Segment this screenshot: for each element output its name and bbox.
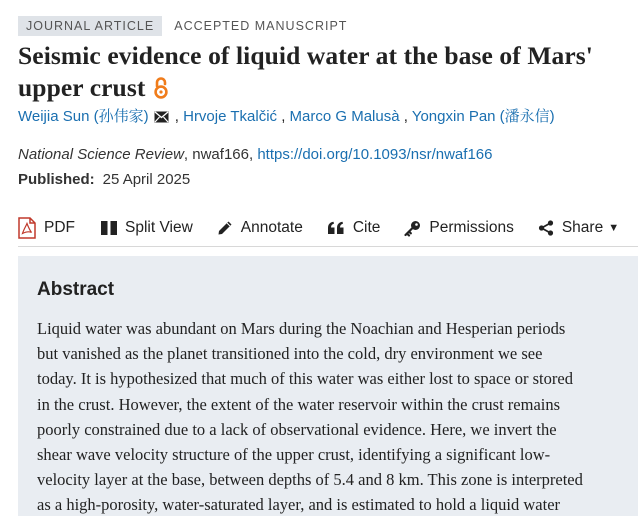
pdf-button[interactable] [18,210,75,246]
pdf-icon [18,217,36,239]
split-view-icon [101,220,117,236]
cite-label: Cite [352,219,381,236]
abstract-line: as a high-porosity, water-saturated layer, and is estimated to hold a liquid water [37,495,561,515]
journal-name: National Science Review [18,146,184,163]
author-link[interactable]: Weijia Sun (孙伟家) [18,108,149,125]
abstract-line: Liquid water was abundant on Mars during the Noachian and Hesperian periods [37,319,566,338]
author-separator: , [277,108,290,125]
annotate-button[interactable] [217,210,303,246]
split-view-button[interactable] [101,210,193,246]
published-date: 25 April 2025 [102,171,191,188]
abstract-text [37,316,637,516]
author-link[interactable]: Hrvoje Tkalčić [183,108,278,125]
article-status-tag: ACCEPTED MANUSCRIPT [174,19,348,33]
author-link[interactable]: Yongxin Pan (潘永信) [411,108,555,125]
article-tags [18,16,347,36]
article-type-tag: JOURNAL ARTICLE [18,16,162,36]
abstract-section [18,256,638,516]
article-page [18,0,638,515]
pencil-icon [217,220,233,236]
citation-line [18,145,492,165]
split-view-label: Split View [125,219,193,236]
article-id: , nwaf166, [183,146,258,163]
abstract-line: but vanished as the planet transitioned into the cold, dry environment we see [37,344,543,364]
published-label: Published: [18,171,95,188]
share-button[interactable] [538,210,619,246]
share-label: Share [561,219,604,236]
doi-link[interactable]: https://doi.org/10.1093/nsr/nwaf166 [257,146,493,163]
article-toolbar [18,210,638,247]
author-separator: , [399,108,412,125]
abstract-line: in the crust. However, the extent of the water reservoir within the crust remains [37,394,561,414]
article-title-text: Seismic evidence of liquid water at the base of Mars' upper crust [18,41,593,102]
abstract-line: velocity layer at the base, between depths of 5.4 and 8 km. This zone is interpreted [37,470,583,490]
author-list [18,107,555,129]
author-link[interactable]: Marco G Malusà [289,108,400,125]
pdf-label: PDF [44,219,75,236]
annotate-label: Annotate [240,219,303,236]
article-title [18,40,634,108]
published-line [18,170,190,190]
chevron-down-icon: ▼ [608,222,620,234]
open-access-icon [153,76,169,108]
key-icon [404,220,421,237]
quote-icon [327,221,345,235]
cite-button[interactable] [327,210,381,246]
permissions-label: Permissions [429,219,514,236]
share-icon [538,220,554,236]
abstract-line: shear wave velocity structure of the upper crust, identifying a significant low- [37,445,551,465]
mail-icon[interactable] [154,109,169,129]
abstract-line: poorly constrained due to a lack of observational evidence. Here, we invert the [37,419,557,439]
abstract-line: today. It is hypothesized that much of this water was either lost to space or stored [37,369,573,389]
author-separator: , [170,108,184,125]
abstract-heading: Abstract [37,279,115,300]
permissions-button[interactable] [404,210,513,246]
